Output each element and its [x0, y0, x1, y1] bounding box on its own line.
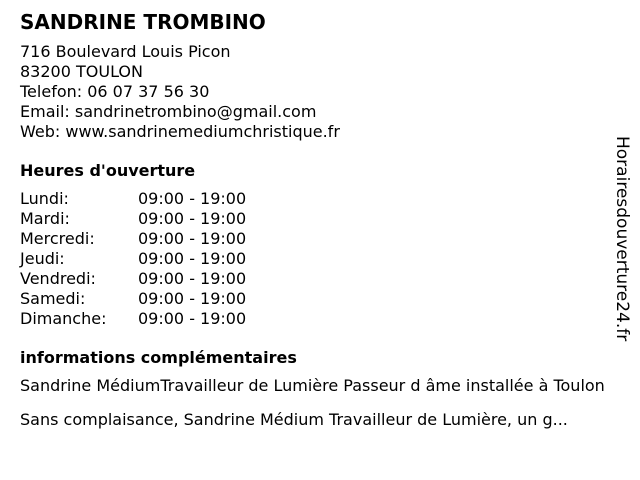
hours-time-value: 09:00 - 19:00 — [138, 249, 247, 268]
site-watermark: Horairesdouverture24.fr — [612, 136, 632, 342]
address-street: 716 Boulevard Louis Picon — [20, 42, 231, 61]
hours-day-label: Vendredi: — [20, 269, 96, 288]
hours-time-value: 09:00 - 19:00 — [138, 229, 247, 248]
hours-row-tuesday — [20, 209, 610, 229]
hours-day-label: Lundi: — [20, 189, 69, 208]
hours-table — [20, 189, 610, 329]
email-line: Email: sandrinetrombino@gmail.com — [20, 102, 317, 121]
web-line: Web: www.sandrinemediumchristique.fr — [20, 122, 340, 141]
hours-day-label: Mercredi: — [20, 229, 95, 248]
hours-row-thursday — [20, 249, 610, 269]
hours-day-label: Dimanche: — [20, 309, 107, 328]
hours-heading: Heures d'ouverture — [20, 161, 196, 180]
hours-time-value: 09:00 - 19:00 — [138, 269, 247, 288]
hours-day-label: Samedi: — [20, 289, 86, 308]
address-city: 83200 TOULON — [20, 62, 143, 81]
hours-row-friday — [20, 269, 610, 289]
business-name: SANDRINE TROMBINO — [20, 10, 266, 34]
hours-row-wednesday — [20, 229, 610, 249]
info-heading: informations complémentaires — [20, 348, 297, 367]
hours-time-value: 09:00 - 19:00 — [138, 189, 247, 208]
hours-row-sunday — [20, 309, 610, 329]
phone-line: Telefon: 06 07 37 56 30 — [20, 82, 210, 101]
hours-day-label: Mardi: — [20, 209, 70, 228]
info-paragraph-1: Sandrine MédiumTravailleur de Lumière Passeur d âme installée à Toulon — [20, 376, 605, 395]
hours-time-value: 09:00 - 19:00 — [138, 209, 247, 228]
hours-time-value: 09:00 - 19:00 — [138, 289, 247, 308]
info-paragraph-2: Sans complaisance, Sandrine Médium Travailleur de Lumière, un g... — [20, 410, 568, 429]
hours-row-saturday — [20, 289, 610, 309]
hours-day-label: Jeudi: — [20, 249, 65, 268]
hours-time-value: 09:00 - 19:00 — [138, 309, 247, 328]
hours-row-monday — [20, 189, 610, 209]
business-card — [20, 8, 610, 444]
